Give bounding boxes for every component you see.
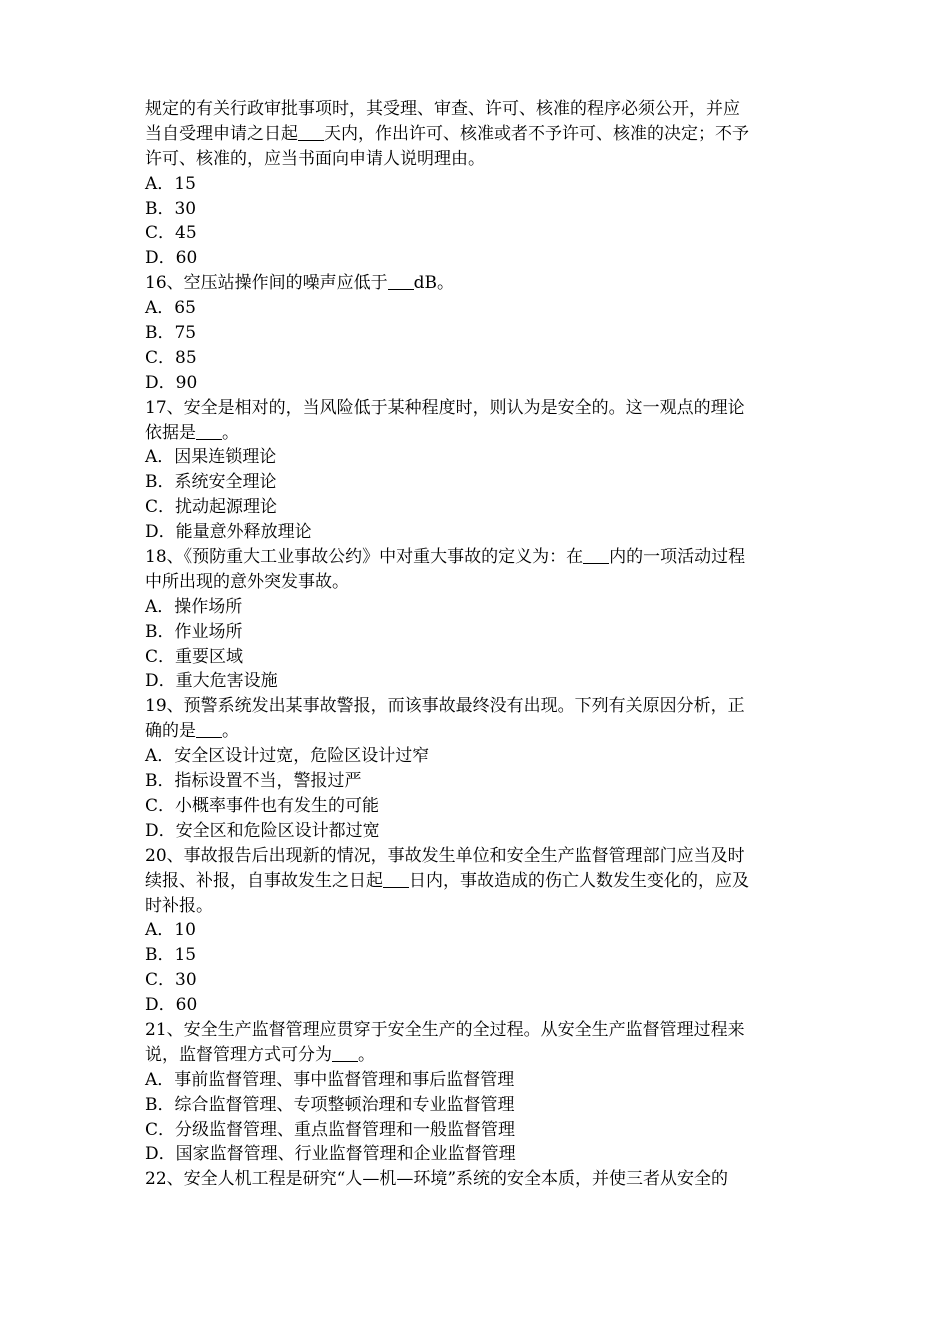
question-18-option-b: B．作业场所	[145, 621, 243, 642]
question-21-stem-line-2: 说，监督管理方式可分为 。	[145, 1044, 375, 1065]
question-21-option-b: B．综合监督管理、专项整顿治理和专业监督管理	[145, 1094, 515, 1115]
question-15-option-d: D．60	[145, 248, 198, 269]
document-page	[145, 97, 815, 1192]
question-20-stem-line-1: 20、事故报告后出现新的情况，事故发生单位和安全生产监督管理部门应当及时	[145, 845, 745, 866]
fill-in-blank	[298, 124, 324, 141]
question-16-stem: 16、空压站操作间的噪声应低于 dB。	[145, 273, 455, 294]
fill-in-blank	[196, 721, 222, 738]
question-19-option-a: A．安全区设计过宽，危险区设计过窄	[145, 746, 430, 767]
question-15-stem-line-1: 规定的有关行政审批事项时，其受理、审查、许可、核准的程序必须公开，并应	[145, 99, 740, 119]
question-19-stem-line-2: 确的是 。	[145, 721, 239, 742]
question-17-stem-line-2: 依据是 。	[145, 422, 239, 443]
question-20-option-d: D．60	[145, 995, 198, 1016]
question-20-option-b: B．15	[145, 945, 197, 966]
question-21-option-c: C．分级监督管理、重点监督管理和一般监督管理	[145, 1119, 516, 1140]
question-17-stem-line-1: 17、安全是相对的，当风险低于某种程度时，则认为是安全的。这一观点的理论	[145, 397, 745, 418]
question-20-stem-line-2: 续报、补报，自事故发生之日起 日内，事故造成的伤亡人数发生变化的，应及	[145, 870, 749, 891]
question-18-option-c: C．重要区域	[145, 646, 244, 667]
fill-in-blank	[332, 1045, 358, 1062]
question-15-option-b: B．30	[145, 198, 197, 219]
question-19-option-d: D．安全区和危险区设计都过宽	[145, 820, 380, 841]
question-15-stem-line-3: 许可、核准的，应当书面向申请人说明理由。	[145, 148, 485, 169]
question-16-option-d: D．90	[145, 372, 198, 393]
question-21-option-a: A．事前监督管理、事中监督管理和事后监督管理	[145, 1069, 515, 1090]
question-20-option-a: A．10	[145, 920, 196, 941]
question-17-option-b: B．系统安全理论	[145, 472, 277, 493]
question-16-option-b: B．75	[145, 323, 197, 344]
question-21-stem-line-1: 21、安全生产监督管理应贯穿于安全生产的全过程。从安全生产监督管理过程来	[145, 1019, 745, 1040]
question-18-option-a: A．操作场所	[145, 596, 243, 617]
question-22-stem-line-1: 22、安全人机工程是研究“人—机—环境”系统的安全本质，并使三者从安全的	[145, 1169, 729, 1190]
question-20-option-c: C．30	[145, 970, 197, 991]
question-15-option-c: C．45	[145, 223, 197, 244]
question-18-stem-line-2: 中所出现的意外突发事故。	[145, 571, 349, 592]
question-15-stem-line-2: 当自受理申请之日起 天内，作出许可、核准或者不予许可、核准的决定；不予	[145, 123, 749, 144]
question-17-option-d: D．能量意外释放理论	[145, 522, 312, 543]
question-15-option-a: A．15	[145, 173, 196, 194]
question-21-option-d: D．国家监督管理、行业监督管理和企业监督管理	[145, 1144, 516, 1165]
question-20-stem-line-3: 时补报。	[145, 895, 213, 916]
question-17-option-a: A．因果连锁理论	[145, 447, 277, 468]
question-19-stem-line-1: 19、预警系统发出某事故警报，而该事故最终没有出现。下列有关原因分析，正	[145, 696, 745, 717]
question-18-option-d: D．重大危害设施	[145, 671, 278, 692]
question-16-option-a: A．65	[145, 298, 196, 319]
question-16-option-c: C．85	[145, 347, 197, 368]
question-19-option-c: C．小概率事件也有发生的可能	[145, 795, 380, 816]
question-18-stem-line-1: 18、《预防重大工业事故公约》中对重大事故的定义为：在 内的一项活动过程	[145, 547, 746, 568]
question-17-option-c: C．扰动起源理论	[145, 497, 278, 518]
fill-in-blank	[388, 273, 414, 290]
fill-in-blank	[196, 423, 222, 440]
question-19-option-b: B．指标设置不当，警报过严	[145, 771, 362, 792]
fill-in-blank	[583, 547, 609, 564]
fill-in-blank	[383, 871, 409, 888]
